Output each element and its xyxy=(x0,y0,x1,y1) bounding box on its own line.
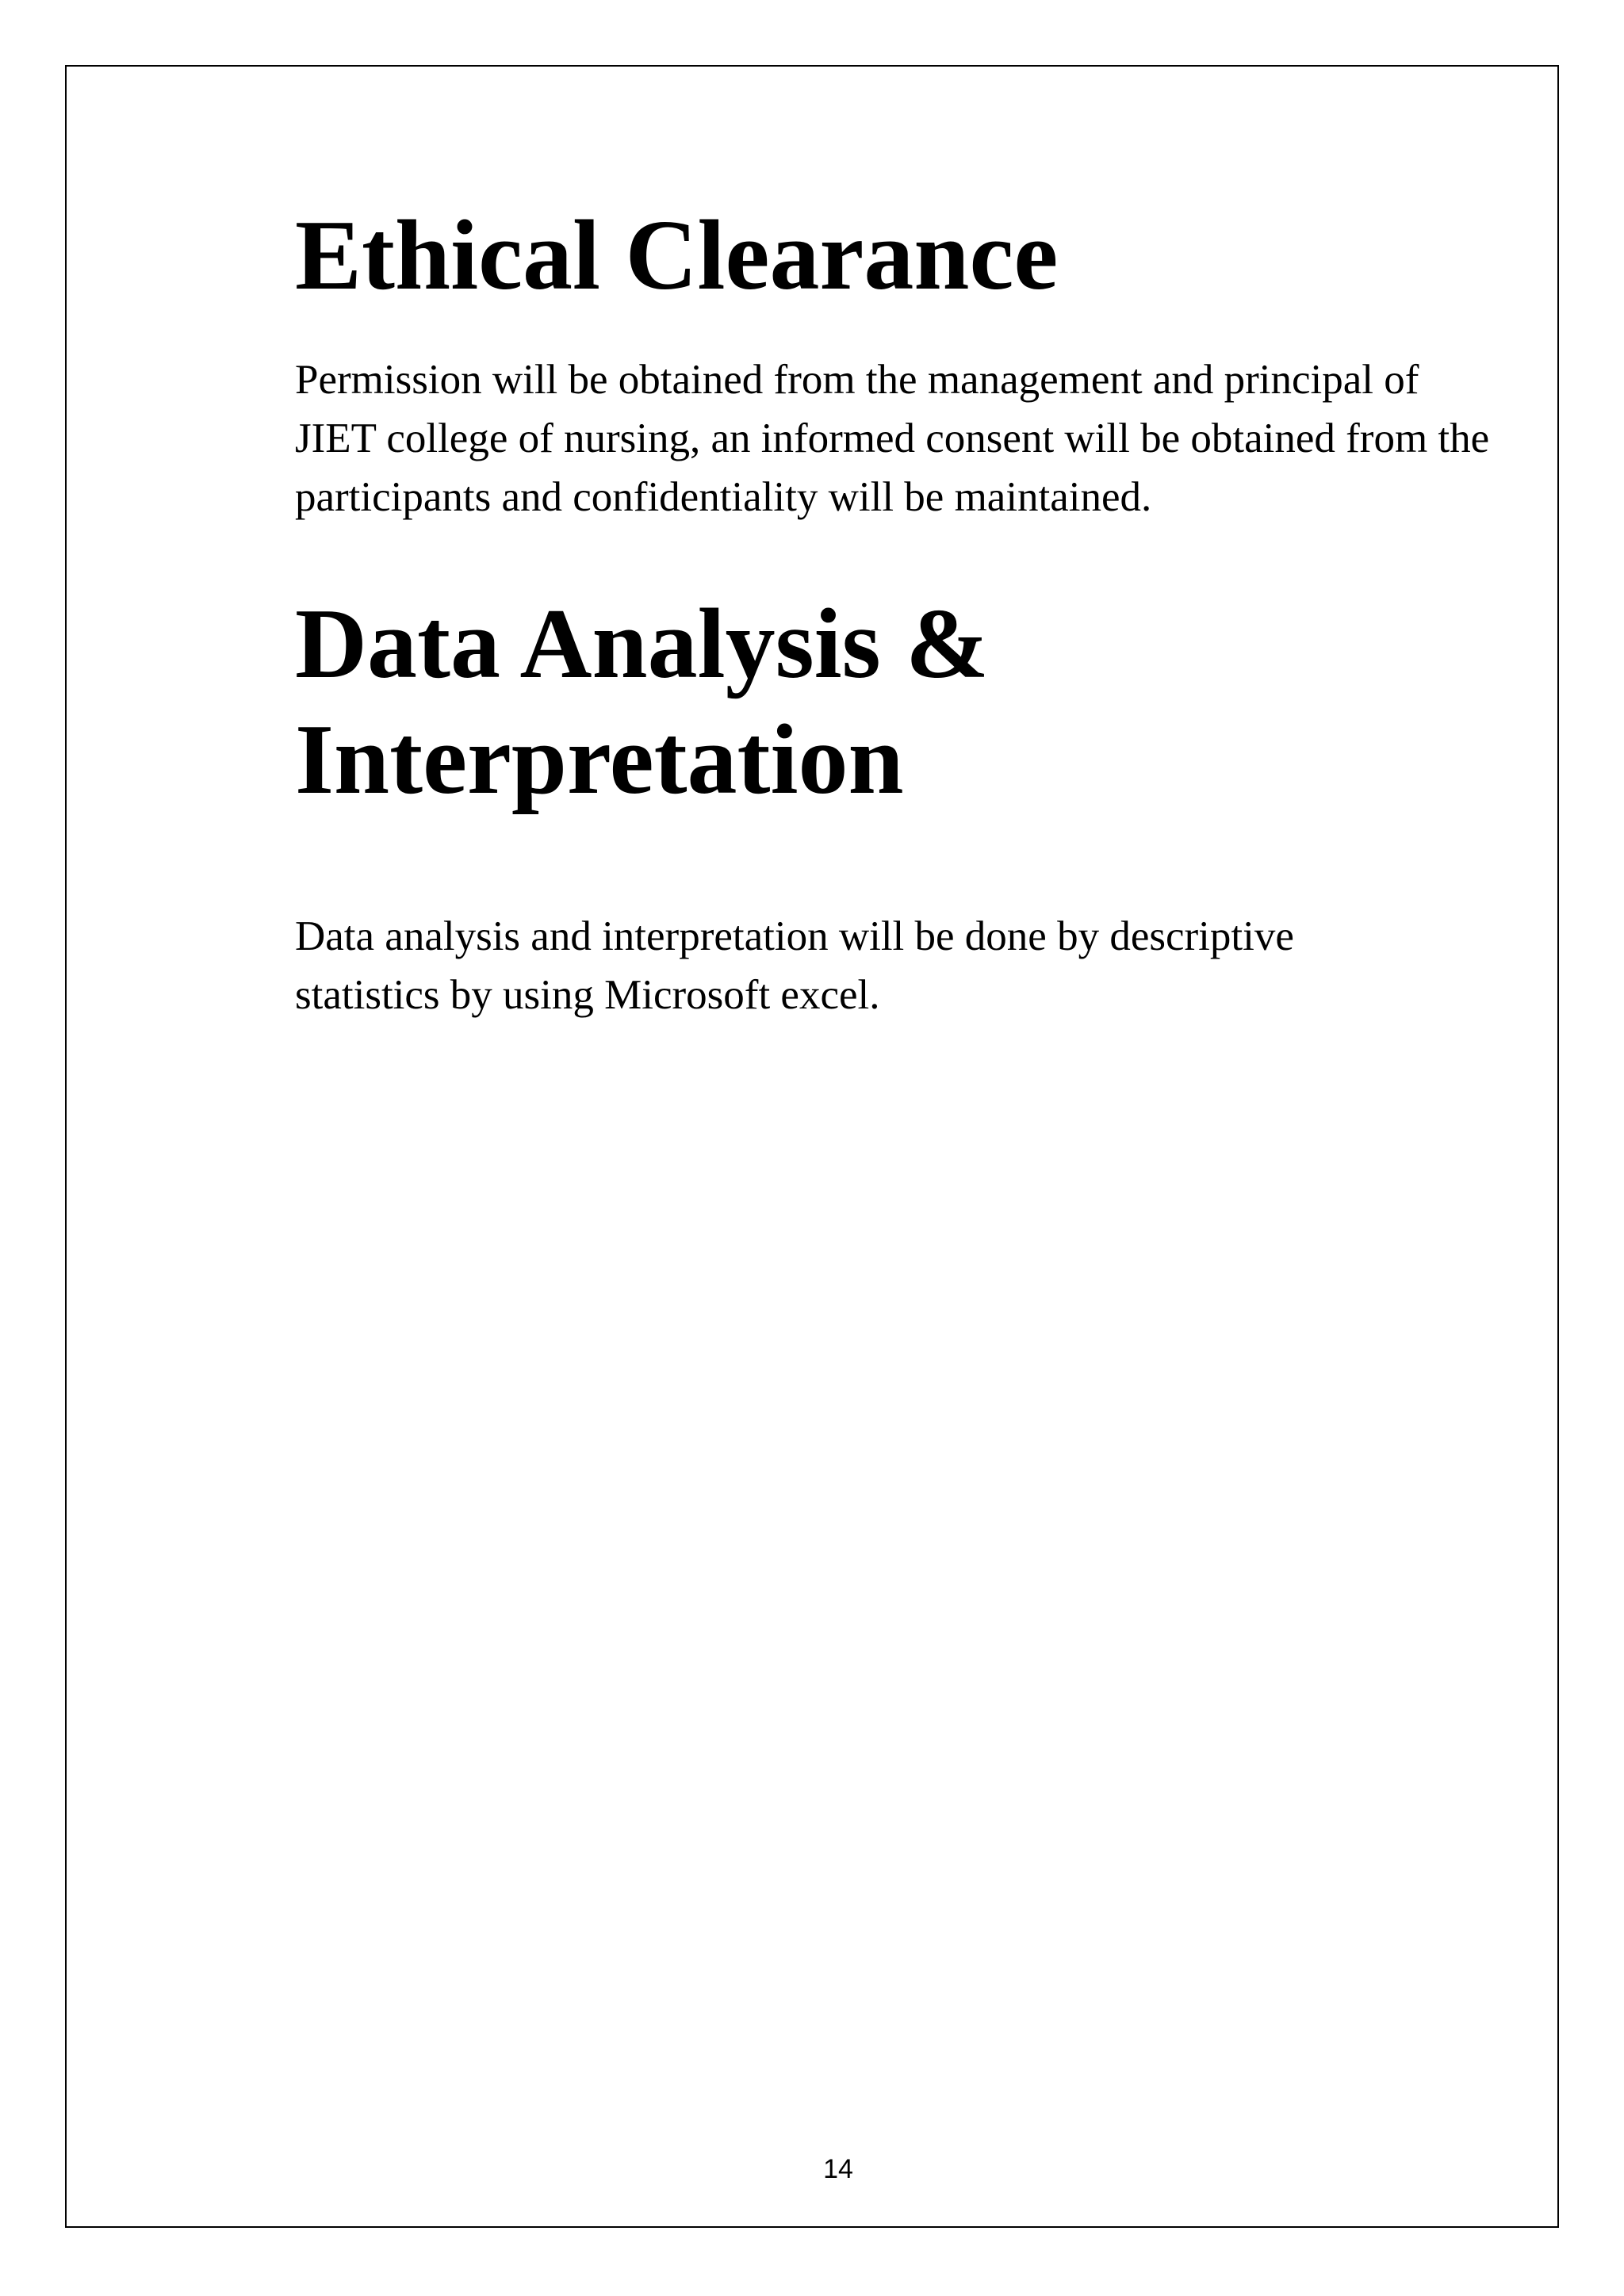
page-number: 14 xyxy=(823,2154,853,2184)
ethical-clearance-heading: Ethical Clearance xyxy=(295,201,1059,311)
data-analysis-heading-line2: Interpretation xyxy=(295,705,904,815)
data-analysis-paragraph: Data analysis and interpretation will be done by descriptive statistics by using Microsoft excel. xyxy=(295,913,1294,1018)
data-analysis-heading-line1: Data Analysis & xyxy=(295,589,990,699)
data-analysis-heading xyxy=(295,587,1500,818)
ethical-clearance-paragraph: Permission will be obtained from the management and principal of JIET college of nursing, an informed consent will be obtained from the participants and confidentiality will be maintained. xyxy=(295,357,1490,520)
page-content xyxy=(295,198,1500,1024)
